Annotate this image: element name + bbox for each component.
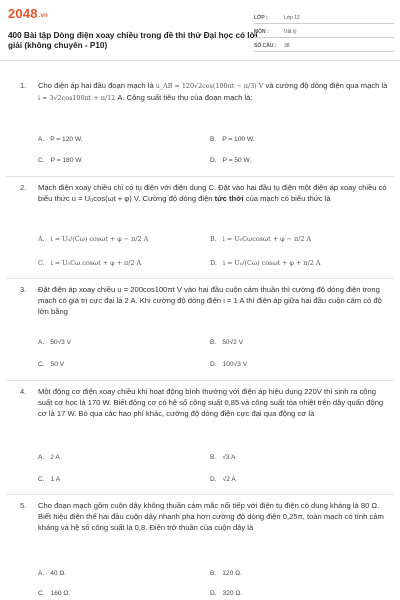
option-b[interactable]: B. 120 Ω.	[210, 570, 242, 577]
option-c[interactable]: C. i = U₀Cω.cosωt + φ + π/2 A	[38, 259, 142, 267]
question-5	[6, 500, 394, 600]
option-d[interactable]: D. 100√3 V	[210, 361, 248, 368]
meta-class-label: LỚP :	[254, 15, 268, 21]
meta-class-value: Lớp 12	[284, 15, 300, 21]
option-d[interactable]: D. 320 Ω.	[210, 590, 243, 597]
site-logo[interactable]: 2048.vn	[8, 6, 49, 21]
question-3	[6, 284, 394, 381]
option-d[interactable]: D. P = 50 W.	[210, 157, 252, 164]
option-a[interactable]: A. 50√3 V	[38, 339, 72, 346]
formula-current: i = 3√2cos100πt + π/12	[38, 94, 116, 103]
meta-subject-value: Vật lý	[284, 29, 297, 35]
question-number: 5.	[20, 501, 27, 510]
question-1	[6, 80, 394, 177]
option-b[interactable]: B. P = 100 W.	[210, 136, 255, 143]
question-number: 4.	[20, 387, 27, 396]
option-a[interactable]: A. i = U₀/(Cω) cosωt + φ − π/2 A	[38, 235, 149, 243]
option-b[interactable]: B. i = U₀Cωcosωt + φ − π/2 A	[210, 235, 312, 243]
option-c[interactable]: C. P = 180 W.	[38, 157, 83, 164]
option-d[interactable]: D. √2 A	[210, 476, 236, 483]
option-a[interactable]: A. 40 Ω.	[38, 570, 67, 577]
question-4	[6, 386, 394, 495]
option-c[interactable]: C. 160 Ω.	[38, 590, 71, 597]
meta-count-row	[254, 42, 394, 52]
option-a[interactable]: A. P = 120 W.	[38, 136, 83, 143]
option-b[interactable]: B. √3 A	[210, 454, 236, 461]
option-b[interactable]: B. 50√2 V	[210, 339, 244, 346]
question-text: Cho điện áp hai đầu đoạn mạch là u_AB = 120√2cos(100πt − π/3) V và cường độ dòng điện qua mạch là i = 3√2cos100πt + π/12 A. Công suất tiêu thụ của đoạn mạch là:	[38, 81, 388, 103]
option-c[interactable]: C. 50 V	[38, 361, 65, 368]
question-number: 3.	[20, 285, 27, 294]
meta-count-label: SỐ CÂU :	[254, 43, 277, 49]
page-title: 400 Bài tập Dòng điện xoay chiều trong đề thi thử Đại học có lời giải (không chuyên - P10)	[8, 31, 258, 50]
formula-voltage: u_AB = 120√2cos(100πt − π/3) V	[155, 82, 264, 90]
meta-subject-label: MÔN :	[254, 29, 269, 35]
meta-count-value: 38	[284, 43, 290, 49]
option-d[interactable]: D. i = U₀/(Cω) cosωt + φ + π/2 A	[210, 259, 321, 267]
meta-subject-row	[254, 28, 394, 38]
question-text: Một động cơ điện xoay chiều khi hoạt động bình thường với điện áp hiệu dụng 220V thì sinh ra công suất cơ học là 170 W. Biết động cơ có hệ số công suất 0,85 và công suất tỏa nhiệt trên dây quấn động cơ là 17 W. Bỏ qua các hao phí khác, cường độ dòng điện cực đại qua động cơ là	[38, 387, 384, 419]
question-2	[6, 182, 394, 279]
question-text: Đặt điện áp xoay chiều u = 200cos100πt V vào hai đầu cuộn cảm thuần thì cường độ dòng điện trong mạch có giá trị cực đại là 2 A. Khi cường độ dòng điện i = 1 A thì điện áp giữa hai đầu cuộn cảm có độ lớn bằng	[38, 285, 382, 317]
option-a[interactable]: A. 2 A	[38, 454, 60, 461]
meta-info	[254, 14, 394, 56]
option-c[interactable]: C. 1 A	[38, 476, 61, 483]
question-number: 2.	[20, 183, 27, 192]
question-text: Cho đoạn mạch gồm cuộn dây không thuần cảm mắc nối tiếp với điện tụ điện có dung kháng là 80 Ω. Biết hiệu điện thế hai đầu cuộn dây nhanh pha hơn cường độ dòng điện 0,25π, toàn mạch có tính cảm kháng và hệ số công suất là 0,8. Điện trở thuần của cuộn dây là	[38, 501, 384, 533]
question-number: 1.	[20, 81, 27, 90]
page-header	[0, 0, 400, 61]
question-text: Mạch điện xoay chiều chỉ có tụ điện với điện dung C. Đặt vào hai đầu tụ điện một điện áp xoay chiều có biểu thức u = U₀cos(ωt + φ) V. Cường độ dòng điện tức thời của mạch có biểu thức là	[38, 183, 387, 204]
meta-class-row	[254, 14, 394, 24]
